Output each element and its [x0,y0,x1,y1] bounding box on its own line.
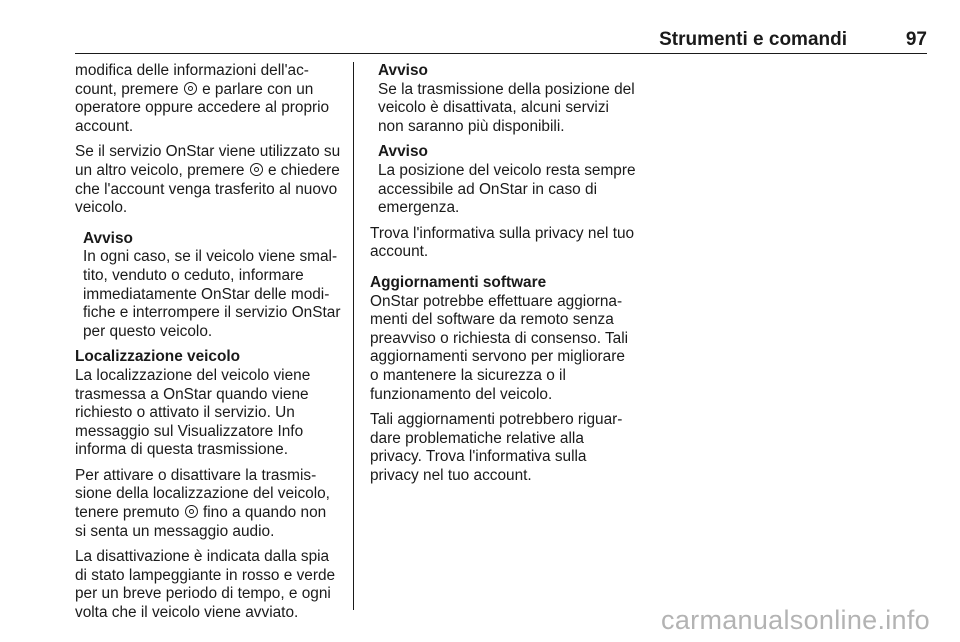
note-text: In ogni caso, se il veicolo viene smaltito, venduto o ceduto, informare immediatamente OnStar delle modifiche e interrompere il servizio OnStar per questo veicolo. [83,248,341,340]
paragraph-text: e chiedere che l'account venga trasferito al nuovo veicolo. [75,161,340,217]
paragraph: La disattivazione è indicata dalla spia di stato lampeggiante in rosso e verde per un breve periodo di tempo, e ogni volta che il veicolo viene avviato. [75,548,336,622]
column-divider [353,62,354,610]
paragraph-text: fino a quando non si senta un messaggio audio. [75,504,327,540]
onstar-button-icon [184,82,197,95]
onstar-button-icon [250,163,263,176]
right-column [370,62,636,492]
paragraph: Tali aggiornamenti potrebbero riguardare problematiche relative alla privacy. Trova l'informativa sulla privacy nel tuo account. [370,411,623,484]
note-text: La posizione del veicolo resta sempre accessibile ad OnStar in caso di emergenza. [378,161,636,217]
paragraph: Trova l'informativa sulla privacy nel tuo account. [370,224,635,261]
note-title: Avviso [378,62,428,79]
page-header [75,29,927,54]
left-column [75,62,341,630]
section-heading: Aggiornamenti software [370,273,547,291]
note-box [83,230,341,342]
paragraph: La localizzazione del veicolo viene trasmessa a OnStar quando viene richiesto o attivato il servizio. Un messaggio sul Visualizzatore Info informa di questa trasmissione. [75,366,311,459]
paragraph [75,467,341,541]
note-title: Avviso [378,143,428,161]
note-text: Se la trasmissione della posizione del veicolo è disattivata, alcuni servizi non saranno più disponibili. [378,80,635,135]
paragraph: OnStar potrebbe effettuare aggiornamenti del software da remoto senza preavviso o richiesta di consenso. Tali aggiornamenti servono per migliorare o mantenere la sicurezza o il funzionamento del veicolo. [370,292,629,403]
paragraph [75,143,341,217]
section-heading: Localizzazione veicolo [75,348,241,366]
paragraph-text: e parlare con un operatore oppure accedere al proprio account. [75,80,330,135]
privacy-button-icon [185,505,198,518]
paragraph-text: Per attivare o disattivare la trasmissione della localizzazione del veicolo, tenere premuto [75,466,330,522]
note-box [378,62,636,136]
paragraph [75,62,341,136]
note-box [378,143,636,217]
paragraph-text: Se il servizio OnStar viene utilizzato su un altro veicolo, premere [75,143,341,179]
page-number: 97 [905,29,927,50]
watermark: carmanualsonline.info [661,605,930,635]
paragraph-text: modifica delle informazioni dell'account, premere [75,62,309,98]
section-title: Strumenti e comandi [659,29,847,50]
note-title: Avviso [83,229,133,247]
